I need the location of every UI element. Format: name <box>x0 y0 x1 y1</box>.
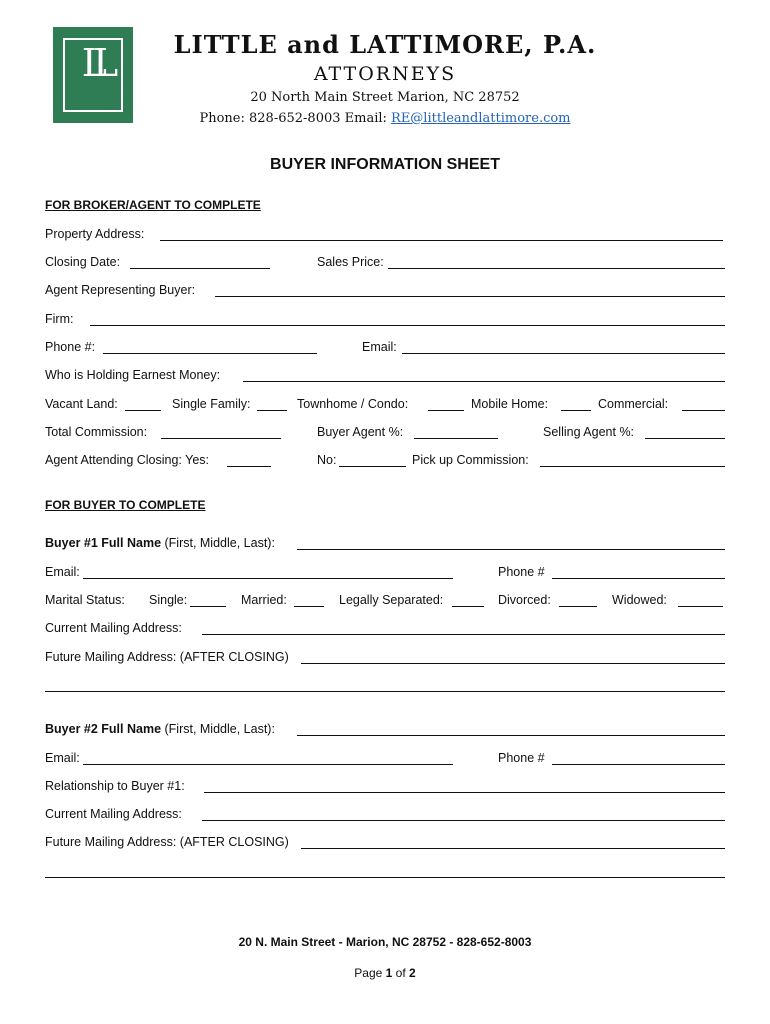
vacant-land-field[interactable] <box>125 410 161 411</box>
pickup-commission-field[interactable] <box>540 466 725 467</box>
buyer2-phone-label: Phone # <box>498 751 545 765</box>
agent-phone-label: Phone #: <box>45 340 96 354</box>
attending-no-field[interactable] <box>339 466 406 467</box>
contact-email-link[interactable]: RE@littleandlattimore.com <box>391 111 571 126</box>
relationship-label: Relationship to Buyer #1: <box>45 779 185 793</box>
buyer1-phone-field[interactable] <box>552 578 725 579</box>
separated-field[interactable] <box>452 606 484 607</box>
married-label: Married: <box>241 593 287 607</box>
firm-subtitle: ATTORNEYS <box>313 63 457 85</box>
closing-date-label: Closing Date: <box>45 255 121 269</box>
buyer-agent-pct-field[interactable] <box>414 438 498 439</box>
property-address-field[interactable] <box>160 240 723 241</box>
buyer2-email-field[interactable] <box>83 764 453 765</box>
attending-yes-field[interactable] <box>227 466 271 467</box>
page-current: 1 <box>385 966 393 980</box>
widowed-field[interactable] <box>678 606 723 607</box>
buyer1-future-mailing-field-2[interactable] <box>45 691 725 692</box>
closing-date-field[interactable] <box>130 268 270 269</box>
agent-email-label: Email: <box>362 340 397 354</box>
buyer1-future-mailing-label: Future Mailing Address: (AFTER CLOSING) <box>45 650 289 664</box>
single-label: Single: <box>149 593 188 607</box>
selling-agent-pct-label: Selling Agent %: <box>543 425 635 439</box>
buyer-agent-pct-label: Buyer Agent %: <box>317 425 404 439</box>
agent-representing-label: Agent Representing Buyer: <box>45 283 196 297</box>
page-prefix: Page <box>354 966 386 980</box>
attending-yes-label: Agent Attending Closing: Yes: <box>45 453 210 467</box>
buyer1-name-rest: (First, Middle, Last): <box>161 536 275 550</box>
selling-agent-pct-field[interactable] <box>645 438 725 439</box>
single-family-field[interactable] <box>257 410 287 411</box>
logo-monogram: LL <box>81 41 105 85</box>
buyer2-future-mailing-label: Future Mailing Address: (AFTER CLOSING) <box>45 835 289 849</box>
divorced-label: Divorced: <box>498 593 551 607</box>
total-commission-field[interactable] <box>161 438 281 439</box>
buyer1-email-field[interactable] <box>83 578 453 579</box>
separated-label: Legally Separated: <box>339 593 444 607</box>
buyer1-name-label <box>45 536 275 550</box>
buyer1-current-mailing-label: Current Mailing Address: <box>45 621 182 635</box>
agent-email-field[interactable] <box>402 353 725 354</box>
buyer2-phone-field[interactable] <box>552 764 725 765</box>
buyer-section-heading: FOR BUYER TO COMPLETE <box>45 498 206 512</box>
buyer1-phone-label: Phone # <box>498 565 545 579</box>
page-total: 2 <box>409 966 416 980</box>
buyer1-name-field[interactable] <box>297 549 725 550</box>
buyer2-name-label <box>45 722 275 736</box>
sales-price-label: Sales Price: <box>317 255 384 269</box>
firm-label: Firm: <box>45 312 74 326</box>
total-commission-label: Total Commission: <box>45 425 148 439</box>
buyer2-name-rest: (First, Middle, Last): <box>161 722 275 736</box>
pickup-commission-label: Pick up Commission: <box>412 453 529 467</box>
agent-phone-field[interactable] <box>103 353 317 354</box>
vacant-land-label: Vacant Land: <box>45 397 118 411</box>
commercial-label: Commercial: <box>598 397 669 411</box>
relationship-field[interactable] <box>204 792 725 793</box>
mobile-home-label: Mobile Home: <box>471 397 549 411</box>
marital-status-label: Marital Status: <box>45 593 125 607</box>
agent-representing-field[interactable] <box>215 296 725 297</box>
contact-phone: Phone: 828-652-8003 Email: <box>199 111 392 126</box>
page-title: BUYER INFORMATION SHEET <box>270 156 500 173</box>
commercial-field[interactable] <box>682 410 725 411</box>
buyer2-future-mailing-field[interactable] <box>301 848 725 849</box>
attending-no-label: No: <box>317 453 337 467</box>
townhome-field[interactable] <box>428 410 464 411</box>
firm-contact <box>0 111 770 126</box>
broker-section-heading: FOR BROKER/AGENT TO COMPLETE <box>45 198 261 212</box>
mobile-home-field[interactable] <box>561 410 591 411</box>
buyer1-name-bold: Buyer #1 Full Name <box>45 536 162 550</box>
buyer2-name-field[interactable] <box>297 735 725 736</box>
page-of: of <box>392 966 410 980</box>
buyer2-current-mailing-field[interactable] <box>202 820 725 821</box>
page-number <box>0 966 770 980</box>
buyer2-future-mailing-field-2[interactable] <box>45 877 725 878</box>
single-family-label: Single Family: <box>172 397 251 411</box>
earnest-money-field[interactable] <box>243 381 725 382</box>
buyer2-name-bold: Buyer #2 Full Name <box>45 722 162 736</box>
townhome-label: Townhome / Condo: <box>297 397 409 411</box>
buyer2-current-mailing-label: Current Mailing Address: <box>45 807 182 821</box>
firm-address: 20 North Main Street Marion, NC 28752 <box>250 90 520 105</box>
firm-field[interactable] <box>90 325 725 326</box>
single-field[interactable] <box>190 606 226 607</box>
divorced-field[interactable] <box>559 606 597 607</box>
footer-address: 20 N. Main Street - Marion, NC 28752 - 828-652-8003 <box>238 935 532 949</box>
buyer1-email-label: Email: <box>45 565 80 579</box>
property-address-label: Property Address: <box>45 227 145 241</box>
sales-price-field[interactable] <box>388 268 725 269</box>
buyer1-future-mailing-field[interactable] <box>301 663 725 664</box>
widowed-label: Widowed: <box>612 593 667 607</box>
buyer1-current-mailing-field[interactable] <box>202 634 725 635</box>
firm-name: LITTLE and LATTIMORE, P.A. <box>173 30 597 59</box>
married-field[interactable] <box>294 606 324 607</box>
earnest-money-label: Who is Holding Earnest Money: <box>45 368 221 382</box>
buyer2-email-label: Email: <box>45 751 80 765</box>
